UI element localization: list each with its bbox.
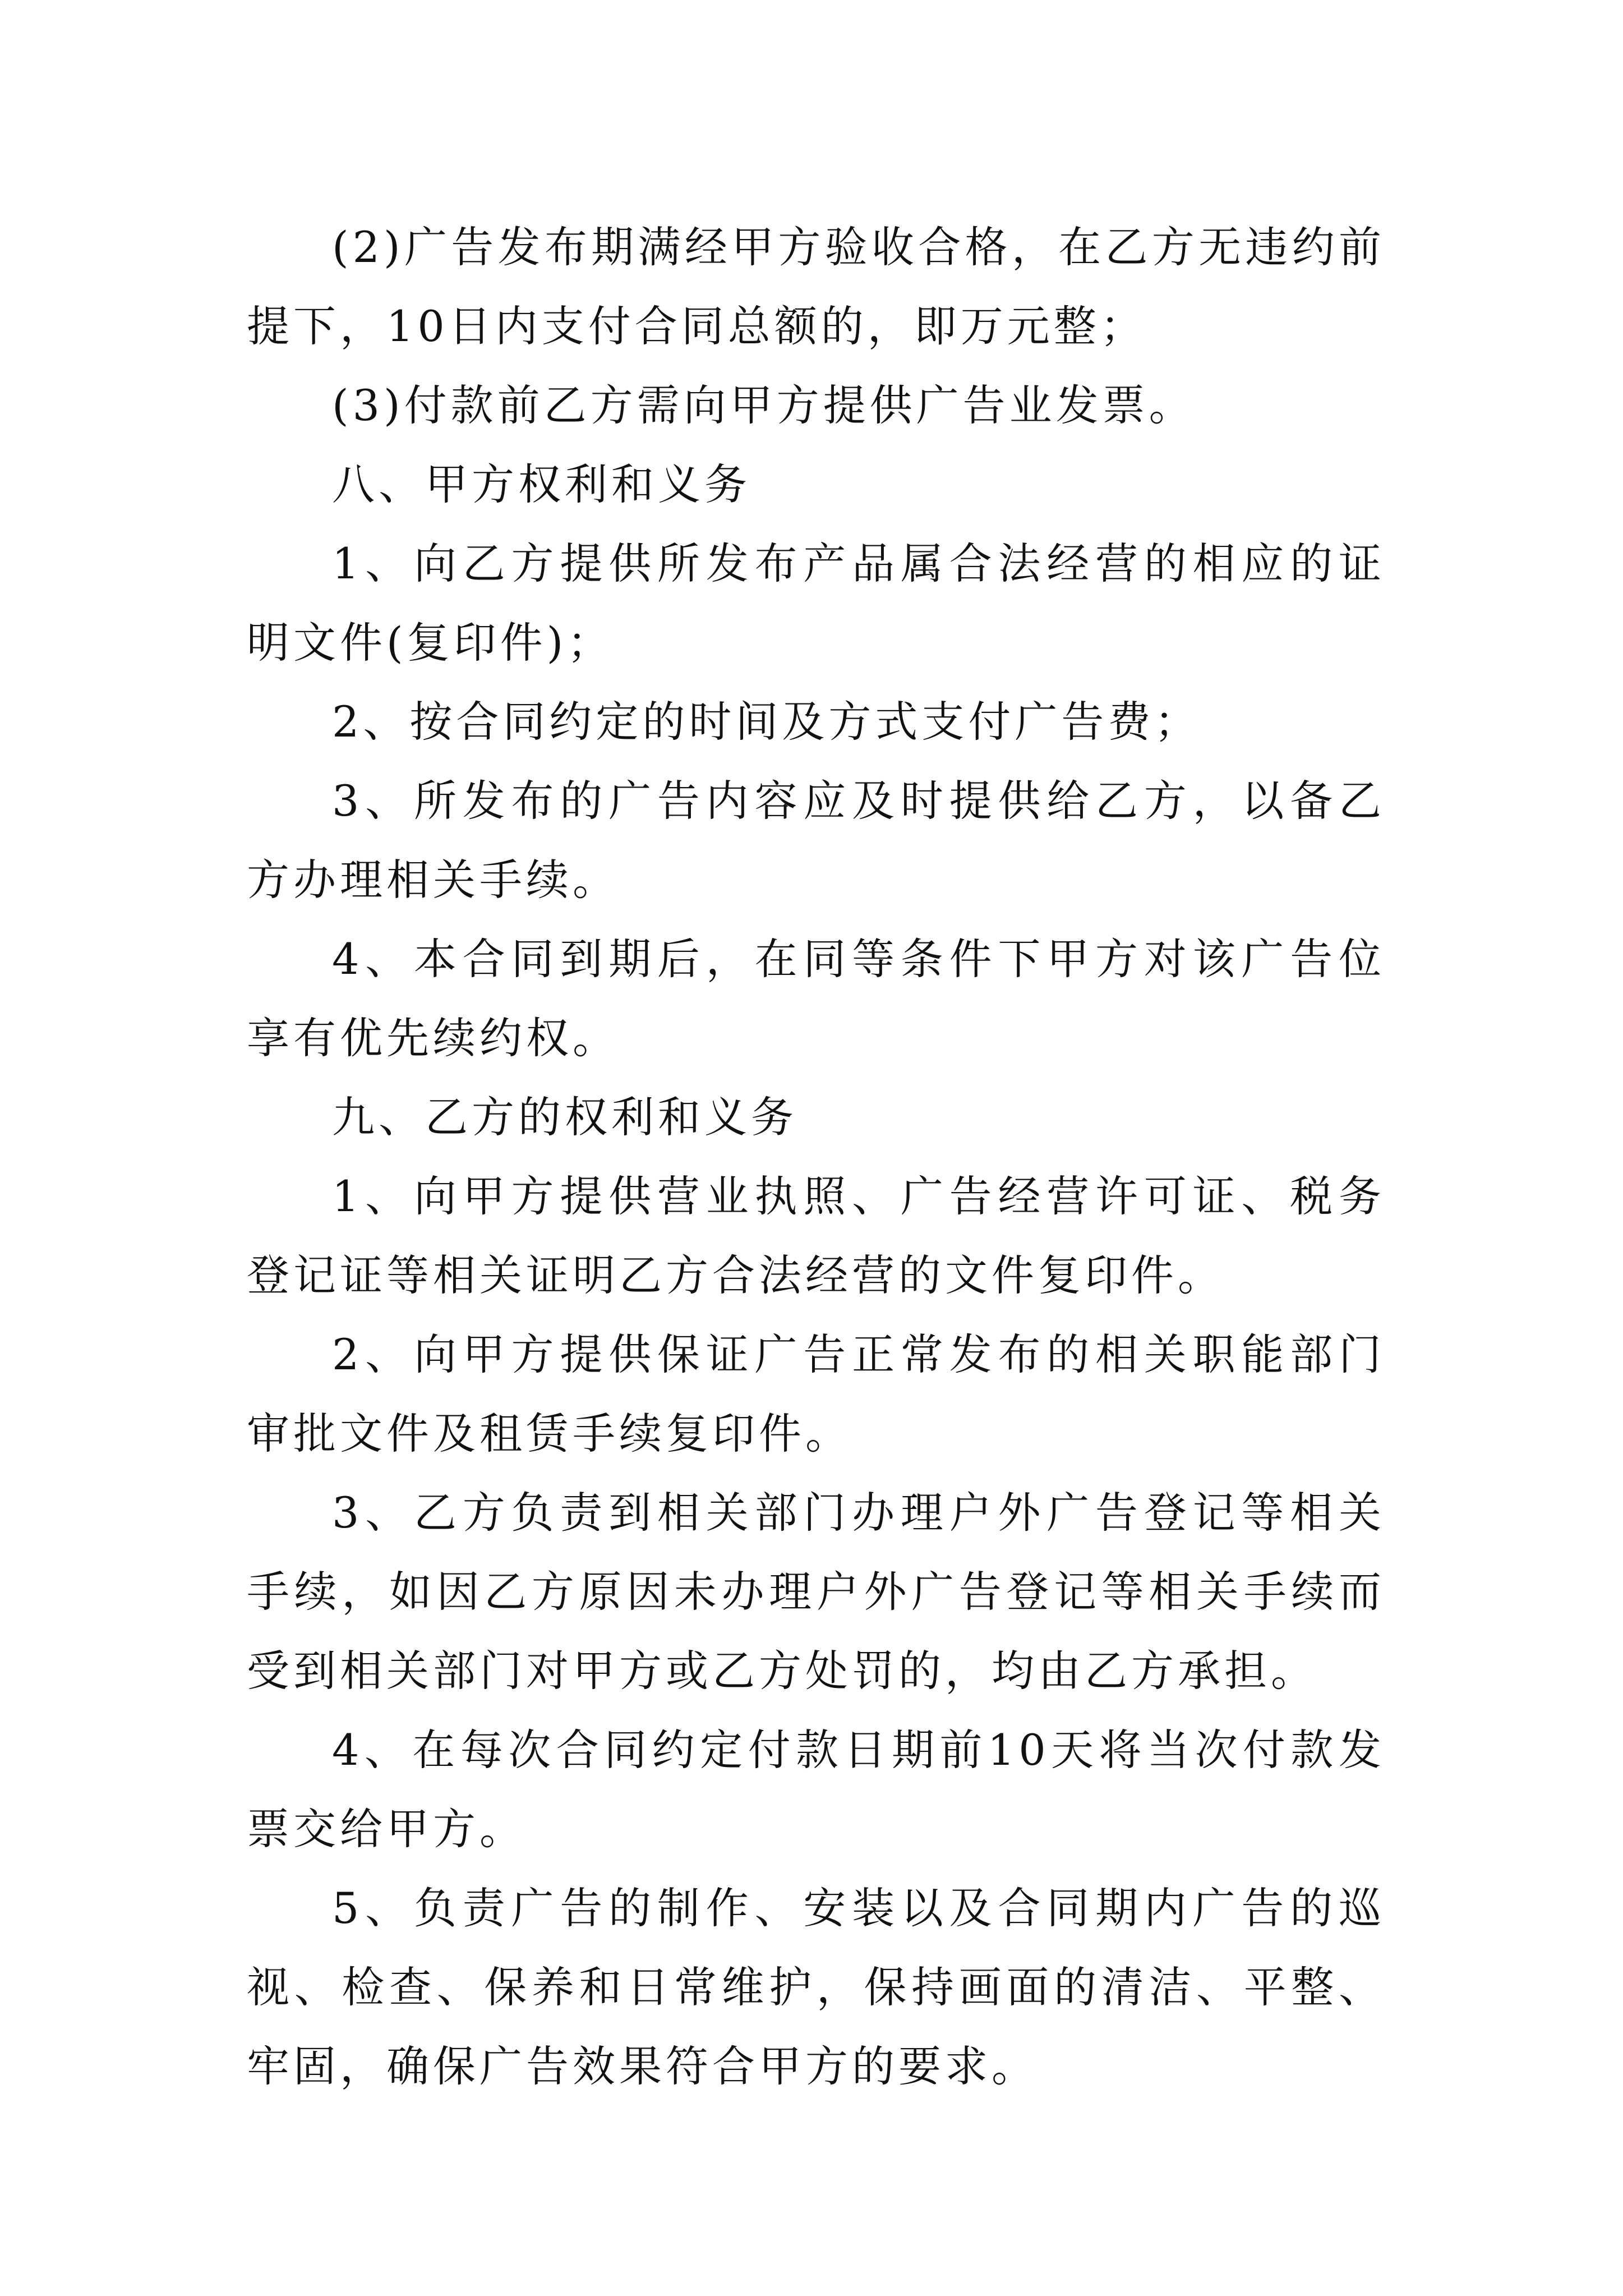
paragraph-party-b-4: 4、在每次合同约定付款日期前10天将当次付款发票交给甲方。 <box>247 1725 1385 1854</box>
paragraph-payment-2: (2)广告发布期满经甲方验收合格，在乙方无违约前提下，10日内支付合同总额的，即万元整； <box>247 222 1385 351</box>
paragraph-party-a-1: 1、向乙方提供所发布产品属合法经营的相应的证明文件(复印件)； <box>247 539 1385 668</box>
section-heading-party-a: 八、甲方权利和义务 <box>332 459 751 509</box>
paragraph-party-b-2: 2、向甲方提供保证广告正常发布的相关职能部门审批文件及租赁手续复印件。 <box>247 1329 1385 1458</box>
document-page <box>247 208 1385 2106</box>
section-heading-party-b: 九、乙方的权利和义务 <box>332 1092 797 1142</box>
paragraph-party-a-2: 2、按合同约定的时间及方式支付广告费； <box>332 697 1201 747</box>
paragraph-party-b-5: 5、负责广告的制作、安装以及合同期内广告的巡视、检查、保养和日常维护，保持画面的清洁、平整、牢固，确保广告效果符合甲方的要求。 <box>247 1883 1385 2091</box>
paragraph-payment-3: (3)付款前乙方需向甲方提供广告业发票。 <box>332 380 1196 430</box>
paragraph-party-b-3: 3、乙方负责到相关部门办理户外广告登记等相关手续，如因乙方原因未办理户外广告登记等相关手续而受到相关部门对甲方或乙方处罚的，均由乙方承担。 <box>247 1488 1385 1696</box>
paragraph-party-a-4: 4、本合同到期后，在同等条件下甲方对该广告位享有优先续约权。 <box>247 934 1385 1063</box>
paragraph-party-a-3: 3、所发布的广告内容应及时提供给乙方，以备乙方办理相关手续。 <box>247 776 1385 905</box>
paragraph-party-b-1: 1、向甲方提供营业执照、广告经营许可证、税务登记证等相关证明乙方合法经营的文件复印件。 <box>247 1171 1385 1300</box>
